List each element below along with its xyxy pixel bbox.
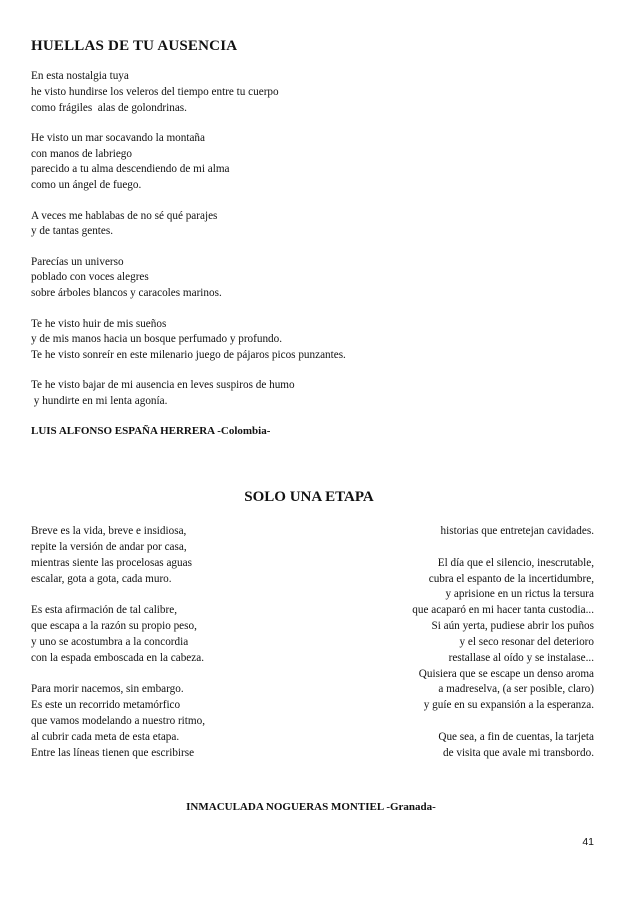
stanza xyxy=(31,131,591,194)
verse-line: sobre árboles blancos y caracoles marinos. xyxy=(31,287,222,300)
verse-line: Que sea, a fin de cuentas, la tarjeta xyxy=(438,730,594,743)
verse-line: cubra el espanto de la incertidumbre, xyxy=(428,572,594,585)
verse-line: de visita que avale mi transbordo. xyxy=(443,746,594,759)
verse-line: como frágiles alas de golondrinas. xyxy=(31,101,187,114)
verse-line: he visto hundirse los veleros del tiempo entre tu cuerpo xyxy=(31,85,279,98)
verse-line: He visto un mar socavando la montaña xyxy=(31,131,205,144)
stanza xyxy=(31,69,591,116)
verse-line: Parecías un universo xyxy=(31,255,124,268)
stanza xyxy=(31,255,591,302)
verse-line: Para morir nacemos, sin embargo. xyxy=(31,683,184,696)
verse-line: repite la versión de andar por casa, xyxy=(31,540,187,553)
verse-line: escalar, gota a gota, cada muro. xyxy=(31,572,172,585)
verse-line: Te he visto bajar de mi ausencia en leves suspiros de humo xyxy=(31,379,295,392)
poem-author: LUIS ALFONSO ESPAÑA HERRERA -Colombia- xyxy=(31,424,271,437)
poem-author-2 xyxy=(0,801,638,813)
poem-title-text: SOLO UNA ETAPA xyxy=(244,489,374,505)
poem-body xyxy=(31,69,591,410)
poem-huellas xyxy=(31,38,591,437)
verse-line: mientras siente las procelosas aguas xyxy=(31,556,192,569)
stanza xyxy=(31,378,591,410)
stanza xyxy=(31,317,591,364)
verse-line: a madreselva, (a ser posible, claro) xyxy=(438,683,594,696)
verse-line: El día que el silencio, inescrutable, xyxy=(437,556,594,569)
verse-line: Si aún yerta, pudiese abrir los puños xyxy=(431,620,594,633)
verse-line xyxy=(304,540,594,556)
verse-line: y de mis manos hacia un bosque perfumado y profundo. xyxy=(31,333,283,346)
verse-line: que vamos modelando a nuestro ritmo, xyxy=(31,715,205,728)
verse-line: y uno se acostumbra a la concordia xyxy=(31,635,189,648)
verse-line: al cubrir cada meta de esta etapa. xyxy=(31,730,180,743)
verse-line: Breve es la vida, breve e insidiosa, xyxy=(31,525,187,537)
verse-line: parecido a tu alma descendiendo de mi alma xyxy=(31,163,230,176)
verse-line: poblado con voces alegres xyxy=(31,271,149,284)
verse-line: y aprisione en un rictus la tersura xyxy=(445,588,594,601)
verse-line xyxy=(31,667,311,683)
verse-line: y de tantas gentes. xyxy=(31,225,114,238)
poem-right-column xyxy=(304,524,594,762)
poem-author-text: INMACULADA NOGUERAS MONTIEL -Granada- xyxy=(186,801,436,813)
verse-line: Quisiera que se escape un denso aroma xyxy=(418,667,594,680)
verse-line: que acaparó en mi hacer tanta custodia... xyxy=(412,604,594,617)
verse-line: Es esta afirmación de tal calibre, xyxy=(31,604,177,617)
stanza xyxy=(31,209,591,241)
verse-line: con manos de labriego xyxy=(31,147,132,160)
verse-line: como un ángel de fuego. xyxy=(31,179,142,192)
poem-left-column xyxy=(31,524,311,762)
verse-line: con la espada emboscada en la cabeza. xyxy=(31,651,204,664)
poem-title: HUELLAS DE TU AUSENCIA xyxy=(31,38,238,54)
verse-line: Te he visto sonreír en este milenario juego de pájaros picos punzantes. xyxy=(31,349,346,362)
verse-line: A veces me hablabas de no sé qué parajes xyxy=(31,209,218,222)
poem-title-solo-una-etapa xyxy=(0,489,638,506)
verse-line: Es este un recorrido metamórfico xyxy=(31,699,181,712)
verse-line: Te he visto huir de mis sueños xyxy=(31,317,167,330)
verse-line: y hundirte en mi lenta agonía. xyxy=(31,395,168,408)
verse-line: restallase al oído y se instalase... xyxy=(448,651,594,664)
verse-line: historias que entretejan cavidades. xyxy=(440,525,594,537)
verse-line xyxy=(31,587,311,603)
verse-line: que escapa a la razón su propio peso, xyxy=(31,620,197,633)
verse-line xyxy=(304,714,594,730)
verse-line: En esta nostalgia tuya xyxy=(31,70,129,82)
verse-line: y guíe en su expansión a la esperanza. xyxy=(423,699,594,712)
page-number: 41 xyxy=(582,836,594,848)
verse-line: Entre las líneas tienen que escribirse xyxy=(31,746,195,759)
verse-line: y el seco resonar del deterioro xyxy=(459,635,594,648)
